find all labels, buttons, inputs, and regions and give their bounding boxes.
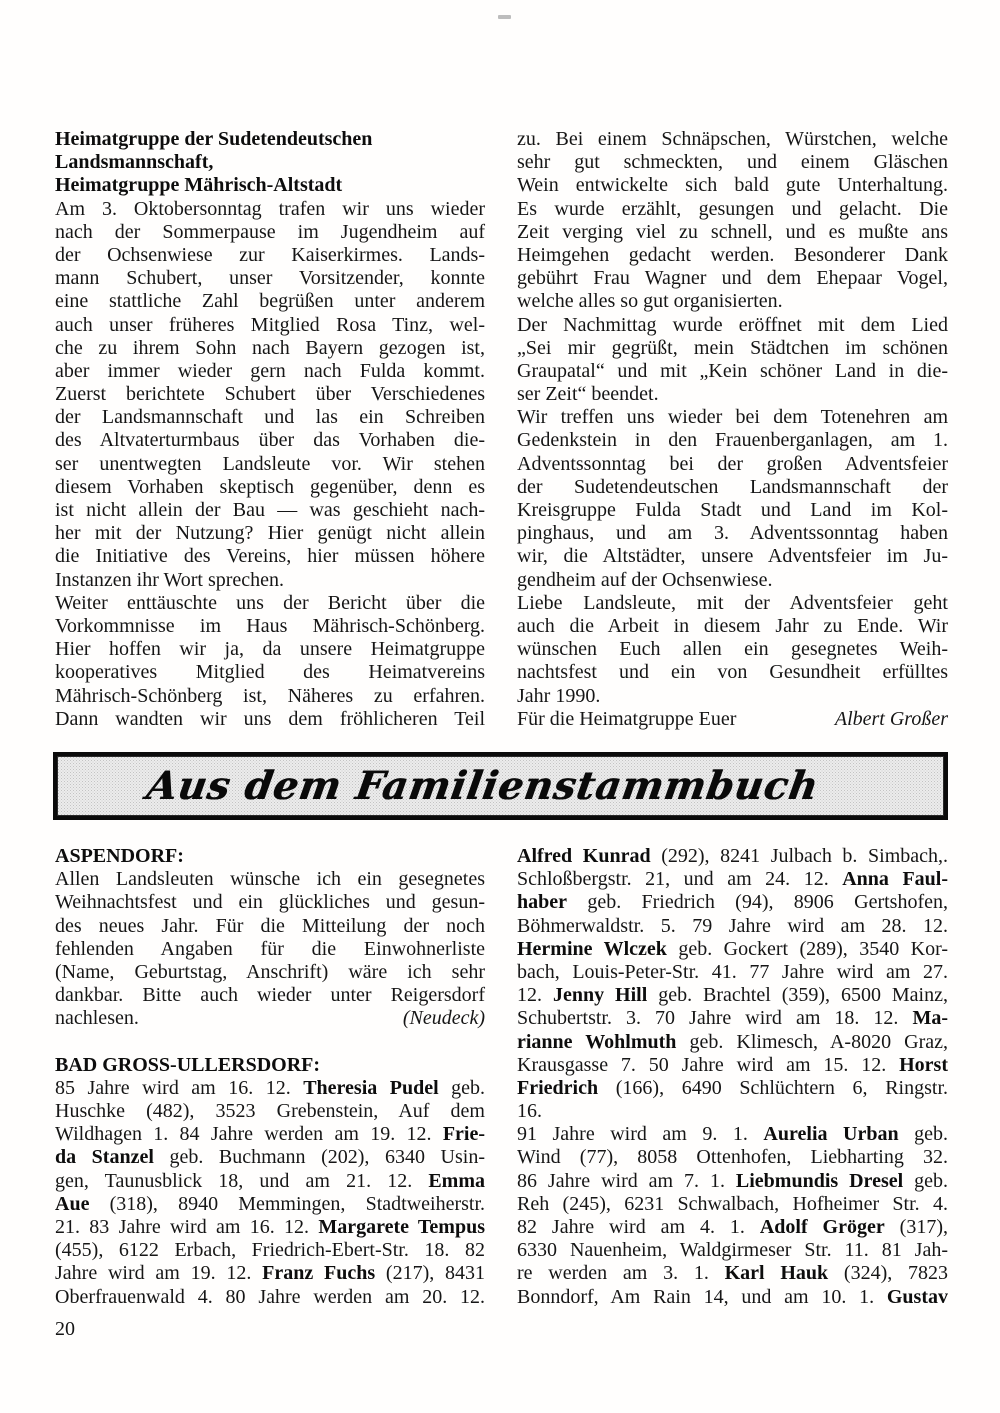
text-segment: zu. Bei einem Schnäpschen, Würstchen, welche: [517, 128, 948, 150]
report-article-right-column: [517, 128, 948, 731]
text-line: [517, 429, 948, 452]
text-segment: der Landsmannschaft und las ein Schreiben: [55, 406, 485, 429]
text-line: [517, 569, 948, 592]
text-line: [55, 198, 485, 221]
text-line: [55, 685, 485, 708]
text-line: [55, 845, 485, 868]
text-line: [55, 1077, 485, 1100]
text-segment: Für die Heimatgruppe Euer: [517, 707, 737, 730]
text-segment: ASPENDORF:: [55, 845, 184, 867]
text-segment: her mit der Nutzung? Hier genügt nicht allein: [55, 522, 485, 545]
text-segment: Adventssonntag bei der großen Adventsfeier: [517, 452, 948, 475]
text-line: [517, 1286, 948, 1309]
text-line: [517, 1100, 948, 1123]
text-segment: pinghaus, und am 3. Adventssonntag haben: [517, 522, 948, 545]
text-line: [517, 1262, 948, 1285]
text-segment: nachlesen.: [55, 1007, 139, 1030]
text-segment: ist nicht allein der Bau — was geschieht nach-: [55, 499, 485, 521]
text-line: [55, 545, 485, 568]
text-segment: Kreisgruppe Fulda Stadt und Land im Kol-: [517, 499, 948, 521]
text-segment: Gedenkstein in den Frauenberganlagen, am 1.: [517, 429, 948, 452]
text-segment: Der Nachmittag wurde eröffnet mit dem Lied: [517, 313, 948, 336]
text-line: [55, 1170, 485, 1193]
text-segment: wünschen Euch allen ein gesegnetes Weih-: [517, 638, 948, 661]
text-segment: (Name, Geburtstag, Anschrift) wäre ich sehr: [55, 960, 485, 983]
text-segment: Böhmerwaldstr. 5. 79 Jahre wird am 28. 12.: [517, 914, 948, 937]
text-segment: rianne Wohlmuth: [517, 1030, 677, 1053]
text-line: [55, 429, 485, 452]
text-segment: Aue: [55, 1192, 90, 1215]
text-segment: Oberfrauenwald 4. 80 Jahre werden am 20. 12.: [55, 1285, 485, 1308]
text-line: [55, 868, 485, 891]
text-segment: che zu ihrem Sohn nach Bayern gezogen ist,: [55, 336, 485, 359]
text-line: [517, 476, 948, 499]
text-segment: der Ochsenwiese zur Kaiserkirmes. Lands-: [55, 243, 485, 266]
text-segment: Mährisch-Schönberg ist, Näheres zu erfahren.: [55, 684, 485, 707]
report-article-left-column: [55, 128, 485, 731]
text-line: [55, 290, 485, 313]
text-segment: mann Schubert, unser Vorsitzender, konnte: [55, 267, 485, 290]
text-segment: 21. 83 Jahre wird am 16. 12.: [55, 1216, 319, 1238]
text-segment: sehr gut schmeckten, und einem Gläschen: [517, 151, 948, 174]
text-segment: Gustav: [886, 1285, 948, 1308]
text-segment: geb. Gockert (289), 3540 Kor-: [666, 937, 948, 960]
text-segment: da Stanzel: [55, 1146, 154, 1169]
text-segment: Zeit verging viel zu schnell, und es mußte ans: [517, 220, 948, 243]
text-line: [517, 545, 948, 568]
section-banner-title: Aus dem Familienstammbuch: [143, 763, 822, 809]
text-line: [517, 1007, 948, 1030]
text-line: [517, 685, 948, 708]
text-segment: aber immer wieder gern nach Fulda kommt.: [55, 359, 485, 382]
text-line: [517, 1054, 948, 1077]
text-segment: Ma-: [912, 1007, 948, 1030]
text-segment: Vorkommnisse im Haus Mährisch-Schönberg.: [55, 614, 485, 637]
text-line: [517, 1146, 948, 1169]
text-line: [55, 984, 485, 1007]
text-segment: haber: [517, 891, 567, 914]
text-line: [55, 1239, 485, 1262]
text-segment: (318), 8940 Memmingen, Stadtweiherstr.: [89, 1192, 485, 1215]
text-line: [517, 708, 948, 731]
text-segment: Krausgasse 7. 50 Jahre wird am 15. 12.: [517, 1053, 900, 1076]
text-line: [55, 891, 485, 914]
text-line: [55, 337, 485, 360]
text-segment: auch unser früheres Mitglied Rosa Tinz, wel-: [55, 313, 485, 336]
text-line: [55, 708, 485, 731]
text-segment: Wind (77), 8058 Ottenhofen, Liebharting 32.: [517, 1146, 948, 1169]
text-line: [517, 661, 948, 684]
text-segment: (166), 6490 Schlüchtern 6, Ringstr.: [598, 1076, 948, 1099]
text-segment: kooperatives Mitglied des Heimatvereins: [55, 661, 485, 684]
text-line: [517, 383, 948, 406]
text-line: [517, 592, 948, 615]
text-line: [55, 1100, 485, 1123]
text-segment: Friedrich: [517, 1076, 599, 1099]
text-line: [55, 383, 485, 406]
text-segment: Es wurde erzählt, gesungen und gelacht. Die: [517, 197, 948, 220]
text-line: [517, 891, 948, 914]
text-line: [55, 1262, 485, 1285]
text-segment: Schloßbergstr. 21, und am 24. 12.: [517, 868, 843, 891]
text-segment: Jenny Hill: [552, 984, 648, 1007]
text-line: [517, 1077, 948, 1100]
text-segment: Instanzen ihr Wort sprechen.: [55, 568, 285, 591]
text-line: [517, 1239, 948, 1262]
text-segment: Jahr 1990.: [517, 684, 601, 707]
text-segment: Emma: [428, 1169, 485, 1192]
text-line: [517, 267, 948, 290]
text-segment: ser unentwegten Landsleute vor. Wir stehen: [55, 452, 485, 475]
text-segment: 86 Jahre wird am 7. 1.: [517, 1169, 736, 1192]
text-segment: der Sudetendeutschen Landsmannschaft der: [517, 475, 948, 498]
text-segment: „Sei mir gegrüßt, mein Städtchen im schönen: [517, 336, 948, 359]
text-line: [517, 915, 948, 938]
text-segment: fehlenden Angaben für die Einwohnerliste: [55, 937, 485, 960]
text-segment: welche alles so gut organisierten.: [517, 290, 783, 313]
text-line: [517, 1123, 948, 1146]
text-segment: geb. Klimesch, A-8020 Graz,: [676, 1030, 949, 1053]
text-line: [517, 1216, 948, 1239]
text-segment: (317),: [884, 1216, 948, 1238]
text-segment: Aurelia Urban: [763, 1123, 899, 1146]
text-line: [55, 476, 485, 499]
text-segment: Schubertstr. 3. 70 Jahre wird am 18. 12.: [517, 1007, 913, 1030]
text-line: [517, 174, 948, 197]
text-line: [55, 638, 485, 661]
text-segment: Horst: [899, 1053, 948, 1076]
text-line: [517, 845, 948, 868]
text-line: [517, 1193, 948, 1216]
text-segment: wir, die Altstädter, unsere Adventsfeier im Ju-: [517, 545, 948, 568]
text-line: [55, 453, 485, 476]
text-segment: die Initiative des Vereins, hier müssen höhere: [55, 545, 485, 568]
text-line: [517, 221, 948, 244]
text-segment: Franz Fuchs: [262, 1262, 376, 1285]
text-segment: Allen Landsleuten wünsche ich ein gesegnetes: [55, 868, 485, 891]
text-line: [517, 938, 948, 961]
text-line: [517, 198, 948, 221]
text-line: [55, 244, 485, 267]
text-line: [517, 360, 948, 383]
text-line: [517, 314, 948, 337]
text-line: [55, 406, 485, 429]
print-artifact: [498, 15, 511, 19]
text-line: [517, 638, 948, 661]
blank-line: [55, 1031, 485, 1054]
text-segment: (455), 6122 Erbach, Friedrich-Ebert-Str. 18. 82: [55, 1239, 485, 1262]
text-line: [55, 1054, 485, 1077]
text-line: [55, 1216, 485, 1239]
text-segment: des Altvaterturmbaus über das Vorhaben die-: [55, 429, 485, 452]
text-line: [55, 938, 485, 961]
text-segment: (Neudeck): [402, 1007, 485, 1030]
text-segment: geb. Brachtel (359), 6500 Mainz,: [647, 984, 948, 1007]
text-segment: Weiter enttäuschte uns der Bericht über die: [55, 591, 485, 614]
text-segment: Hier hoffen wir ja, da unsere Heimatgruppe: [55, 638, 485, 661]
text-line: [517, 868, 948, 891]
text-segment: diesem Vorhaben skeptisch gegenüber, denn es: [55, 475, 485, 498]
text-line: [517, 1031, 948, 1054]
text-segment: Jahre wird am 19. 12.: [55, 1262, 263, 1285]
text-segment: Heimatgruppe der Sudetendeutschen: [55, 128, 373, 150]
text-line: [55, 569, 485, 592]
text-segment: Reh (245), 6231 Schwalbach, Hofheimer Str. 4.: [517, 1192, 948, 1215]
text-line: [55, 174, 485, 197]
text-line: [55, 151, 485, 174]
text-segment: Heimgehen gedacht werden. Besonderer Dank: [517, 243, 948, 266]
text-line: [55, 314, 485, 337]
text-line: [517, 453, 948, 476]
text-segment: Wildhagen 1. 84 Jahre werden am 19. 12.: [55, 1123, 443, 1146]
text-segment: Graupatal“ und mit „Kein schöner Land in die-: [517, 359, 948, 382]
text-line: [55, 1007, 485, 1030]
text-segment: bach, Louis-Peter-Str. 41. 77 Jahre wird am 27.: [517, 960, 948, 983]
text-segment: Zuerst berichtete Schubert über Verschiedenes: [55, 383, 485, 406]
text-segment: Hermine Wlczek: [517, 937, 667, 960]
text-line: [55, 961, 485, 984]
page-number: 20: [55, 1318, 75, 1340]
text-segment: gendheim auf der Ochsenwiese.: [517, 568, 773, 591]
text-segment: Weihnachtsfest und ein glückliches und gesun-: [55, 891, 485, 914]
text-segment: Theresia Pudel: [303, 1076, 439, 1099]
text-line: [517, 151, 948, 174]
text-segment: Karl Hauk: [724, 1262, 829, 1285]
text-segment: 16.: [517, 1100, 542, 1123]
section-banner: [53, 752, 948, 820]
text-line: [517, 337, 948, 360]
text-line: [55, 1123, 485, 1146]
text-line: [517, 961, 948, 984]
text-segment: BAD GROSS-ULLERSDORF:: [55, 1053, 321, 1076]
text-segment: 91 Jahre wird am 9. 1.: [517, 1123, 764, 1146]
text-segment: Wir treffen uns wieder bei dem Totenehren am: [517, 406, 948, 429]
text-line: [517, 499, 948, 522]
family-book-left-column: [55, 845, 485, 1309]
text-segment: nachtsfest und ein von Gesundheit erfülltes: [517, 661, 948, 684]
text-segment: Heimatgruppe Mährisch-Altstadt: [55, 174, 343, 197]
text-segment: Frie-: [442, 1123, 485, 1146]
text-line: [55, 1193, 485, 1216]
text-segment: 12.: [517, 984, 553, 1007]
text-line: [55, 522, 485, 545]
text-segment: Wein entwickelte sich bald gute Unterhaltung.: [517, 174, 948, 197]
text-segment: 85 Jahre wird am 16. 12.: [55, 1076, 304, 1099]
text-segment: Margarete Tempus: [318, 1216, 485, 1238]
text-line: [55, 1286, 485, 1309]
text-line: [517, 128, 948, 151]
text-segment: Am 3. Oktobersonntag trafen wir uns wieder: [55, 197, 485, 220]
text-segment: geb.: [903, 1169, 948, 1192]
text-segment: geb.: [438, 1076, 485, 1099]
text-segment: gen, Taunusblick 18, und am 21. 12.: [55, 1169, 429, 1192]
text-line: [517, 984, 948, 1007]
text-line: [55, 592, 485, 615]
text-line: [55, 128, 485, 151]
text-line: [55, 661, 485, 684]
text-segment: (292), 8241 Julbach b. Simbach,.: [650, 845, 949, 867]
family-book-right-column: [517, 845, 948, 1309]
text-line: [55, 915, 485, 938]
text-segment: geb.: [898, 1123, 948, 1146]
text-segment: Dann wandten wir uns dem fröhlicheren Teil: [55, 707, 485, 730]
text-segment: (324), 7823: [828, 1262, 949, 1285]
text-line: [517, 406, 948, 429]
text-line: [517, 1170, 948, 1193]
text-segment: auch die Arbeit in diesem Jahr zu Ende. Wir: [517, 614, 948, 637]
text-line: [517, 244, 948, 267]
text-segment: Albert Großer: [834, 707, 948, 730]
text-segment: 82 Jahre wird am 4. 1.: [517, 1216, 760, 1238]
text-line: [517, 522, 948, 545]
text-line: [55, 615, 485, 638]
text-segment: Adolf Gröger: [759, 1216, 885, 1238]
text-segment: Liebmundis Dresel: [735, 1169, 904, 1192]
text-line: [55, 267, 485, 290]
text-segment: ser Zeit“ beendet.: [517, 383, 659, 406]
text-segment: Anna Faul-: [842, 868, 949, 891]
text-segment: (217), 8431: [375, 1262, 485, 1285]
text-line: [55, 221, 485, 244]
text-segment: nach der Sommerpause im Jugendheim auf: [55, 220, 485, 243]
text-segment: eine stattliche Zahl begrüßen unter anderem: [55, 290, 485, 313]
text-segment: geb. Friedrich (94), 8906 Gertshofen,: [567, 891, 948, 914]
text-segment: Landsmannschaft,: [55, 151, 214, 174]
text-segment: 6330 Nauenheim, Waldgirmeser Str. 11. 81 Jah-: [517, 1239, 948, 1262]
text-segment: gebührt Frau Wagner und dem Ehepaar Vogel,: [517, 267, 948, 290]
text-segment: Huschke (482), 3523 Grebenstein, Auf dem: [55, 1100, 485, 1123]
text-line: [55, 360, 485, 383]
text-segment: geb. Buchmann (202), 6340 Usin-: [153, 1146, 485, 1169]
text-segment: Liebe Landsleute, mit der Adventsfeier geht: [517, 591, 948, 614]
text-segment: re werden am 3. 1.: [517, 1262, 725, 1285]
text-segment: Bonndorf, Am Rain 14, und am 10. 1.: [517, 1285, 887, 1308]
text-segment: des neues Jahr. Für die Mitteilung der noch: [55, 914, 485, 937]
text-segment: Alfred Kunrad: [517, 845, 651, 867]
text-line: [517, 615, 948, 638]
text-segment: dankbar. Bitte auch wieder unter Reigersdorf: [55, 984, 485, 1007]
text-line: [517, 290, 948, 313]
text-line: [55, 1146, 485, 1169]
text-line: [55, 499, 485, 522]
